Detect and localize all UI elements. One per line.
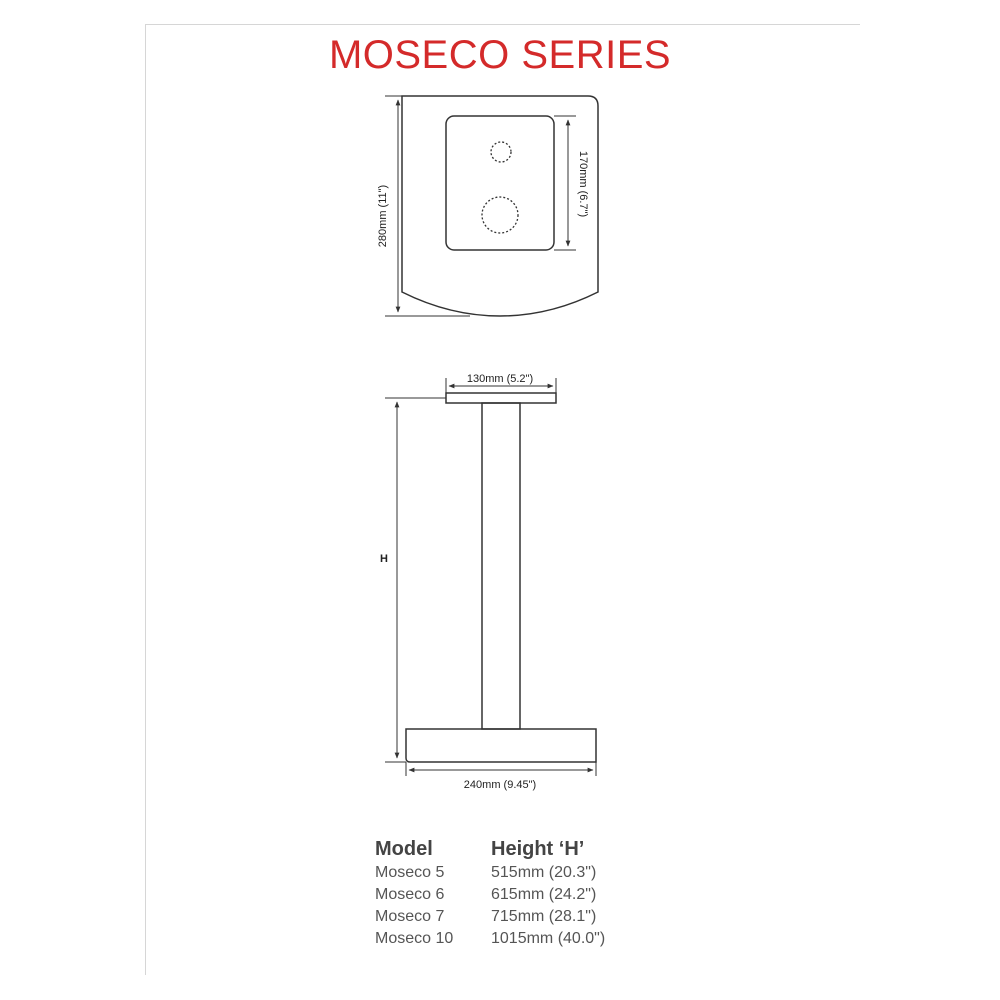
series-title: MOSECO SERIES — [328, 33, 672, 77]
model-height: 515mm (20.3") — [491, 864, 597, 881]
model-name: Moseco 5 — [375, 864, 445, 881]
top-plate — [446, 393, 556, 403]
large-hole — [482, 197, 518, 233]
model-name: Moseco 6 — [375, 886, 445, 903]
model-height-table — [375, 836, 691, 950]
table-row — [375, 862, 691, 884]
side-view — [380, 373, 596, 791]
depth-label: 280mm (11") — [377, 184, 389, 248]
top-plate-label: 130mm (5.2") — [466, 373, 534, 385]
table-row — [375, 928, 691, 950]
model-name: Moseco 10 — [375, 930, 454, 947]
model-name: Moseco 7 — [375, 908, 445, 925]
column — [482, 403, 520, 729]
model-column-header: Model — [375, 837, 433, 860]
table-row — [375, 906, 691, 928]
model-height: 1015mm (40.0") — [491, 930, 606, 947]
table-row — [375, 884, 691, 906]
small-hole — [491, 142, 511, 162]
table-header — [375, 836, 691, 862]
height-label: H — [380, 553, 388, 565]
base-label: 240mm (9.45") — [463, 779, 537, 791]
speaker-plate — [446, 116, 554, 250]
base-plate-outline — [402, 96, 598, 316]
base — [406, 729, 596, 762]
plate-label: 170mm (6.7") — [577, 150, 589, 218]
model-height: 715mm (28.1") — [491, 908, 597, 925]
height-column-header: Height ‘H’ — [491, 837, 585, 860]
model-height: 615mm (24.2") — [491, 886, 597, 903]
top-view — [377, 96, 598, 316]
